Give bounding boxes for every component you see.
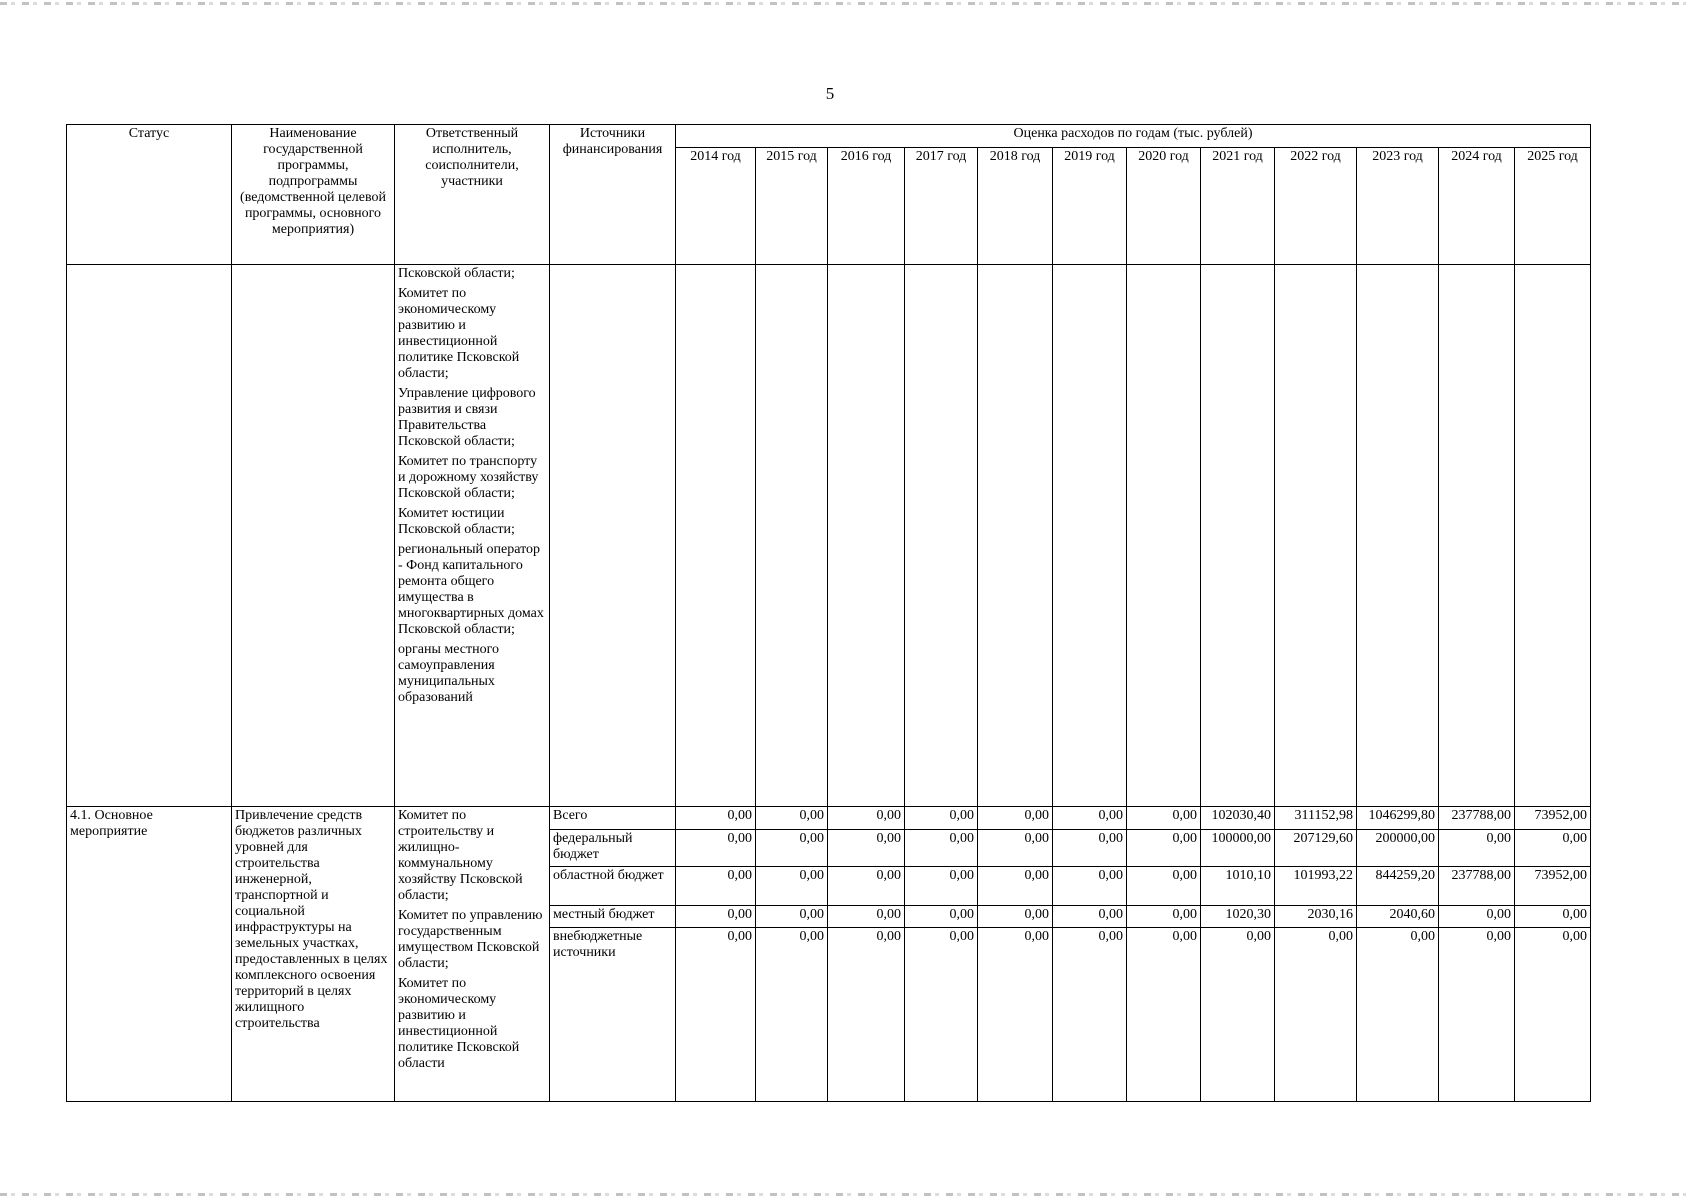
empty-cell <box>1127 265 1201 807</box>
value-cell: 0,00 <box>1127 928 1201 1102</box>
value-cell: 0,00 <box>1439 906 1515 928</box>
year-2020: 2020 год <box>1127 148 1201 265</box>
year-2018: 2018 год <box>978 148 1053 265</box>
value-cell: 0,00 <box>828 867 905 906</box>
value-cell: 0,00 <box>1357 928 1439 1102</box>
value-cell: 0,00 <box>1127 867 1201 906</box>
participant-entry: Комитет по управлению государственным имуществом Псковской области; <box>398 908 543 971</box>
value-cell: 100000,00 <box>1201 830 1275 867</box>
value-cell: 0,00 <box>676 807 756 830</box>
value-cell: 0,00 <box>978 906 1053 928</box>
participant-entry: Комитет по экономическому развитию и инвестиционной политике Псковской области <box>398 976 520 1071</box>
value-cell: 0,00 <box>1053 807 1127 830</box>
empty-cell <box>1053 265 1127 807</box>
empty-cell <box>905 265 978 807</box>
source-federal: федеральный бюджет <box>550 830 676 867</box>
value-cell: 0,00 <box>1053 906 1127 928</box>
empty-cell <box>1201 265 1275 807</box>
value-cell: 1020,30 <box>1201 906 1275 928</box>
empty-cell <box>1515 265 1591 807</box>
value-cell: 0,00 <box>905 807 978 830</box>
measure-status: 4.1. Основное мероприятие <box>67 807 232 1102</box>
value-cell: 311152,98 <box>1275 807 1357 830</box>
value-cell: 200000,00 <box>1357 830 1439 867</box>
empty-cell <box>1275 265 1357 807</box>
value-cell: 73952,00 <box>1515 807 1591 830</box>
participant-entry: Комитет по строительству и жилищно-коммунальному хозяйству Псковской области; <box>398 808 523 903</box>
year-2022: 2022 год <box>1275 148 1357 265</box>
header-status: Статус <box>67 125 232 265</box>
value-cell: 0,00 <box>1127 807 1201 830</box>
value-cell: 844259,20 <box>1357 867 1439 906</box>
value-cell: 101993,22 <box>1275 867 1357 906</box>
participant-entry: региональный оператор - Фонд капитального ремонта общего имущества в многоквартирных домах Псковской области; <box>398 542 544 637</box>
participant-entry: Комитет по транспорту и дорожному хозяйству Псковской области; <box>398 454 539 501</box>
cont-participants-cell <box>395 265 550 807</box>
value-cell: 0,00 <box>676 830 756 867</box>
value-cell: 0,00 <box>676 867 756 906</box>
year-2025: 2025 год <box>1515 148 1591 265</box>
value-cell: 0,00 <box>756 928 828 1102</box>
value-cell: 0,00 <box>1275 928 1357 1102</box>
value-cell: 0,00 <box>1439 830 1515 867</box>
value-cell: 237788,00 <box>1439 807 1515 830</box>
year-2015: 2015 год <box>756 148 828 265</box>
empty-cell <box>1357 265 1439 807</box>
header-program-name: Наименование государственной программы, подпрограммы (ведомственной целевой программы, основного мероприятия) <box>232 125 395 265</box>
value-cell: 0,00 <box>756 867 828 906</box>
value-cell: 0,00 <box>756 906 828 928</box>
page-number: 5 <box>825 84 835 103</box>
value-cell: 0,00 <box>676 906 756 928</box>
header-cost-estimate: Оценка расходов по годам (тыс. рублей) <box>676 125 1591 148</box>
header-funding-sources: Источники финансирования <box>550 125 676 265</box>
year-2019: 2019 год <box>1053 148 1127 265</box>
value-cell: 0,00 <box>978 867 1053 906</box>
scan-edge-top <box>0 2 1686 5</box>
value-cell: 1046299,80 <box>1357 807 1439 830</box>
value-cell: 0,00 <box>828 807 905 830</box>
budget-table <box>66 124 1591 1102</box>
value-cell: 2040,60 <box>1357 906 1439 928</box>
value-cell: 0,00 <box>905 830 978 867</box>
value-cell: 0,00 <box>1515 906 1591 928</box>
scan-edge-bottom <box>0 1193 1686 1196</box>
empty-cell <box>756 265 828 807</box>
value-cell: 1010,10 <box>1201 867 1275 906</box>
header-responsible: Ответственный исполнитель, соисполнители, участники <box>395 125 550 265</box>
value-cell: 0,00 <box>676 928 756 1102</box>
value-cell: 0,00 <box>1127 830 1201 867</box>
empty-cell <box>978 265 1053 807</box>
cont-status-cell <box>67 265 232 807</box>
empty-cell <box>1439 265 1515 807</box>
value-cell: 102030,40 <box>1201 807 1275 830</box>
value-cell: 0,00 <box>1515 928 1591 1102</box>
value-cell: 0,00 <box>1053 928 1127 1102</box>
table-body <box>67 125 1591 1102</box>
value-cell: 0,00 <box>1053 830 1127 867</box>
value-cell: 0,00 <box>1515 830 1591 867</box>
empty-cell <box>828 265 905 807</box>
source-local: местный бюджет <box>550 906 676 928</box>
value-cell: 0,00 <box>756 807 828 830</box>
participant-entry: Управление цифрового развития и связи Правительства Псковской области; <box>398 386 536 449</box>
participant-entry: органы местного самоуправления муниципальных образований <box>398 642 499 705</box>
value-cell: 2030,16 <box>1275 906 1357 928</box>
participant-entry: Псковской области; <box>398 266 515 281</box>
value-cell: 73952,00 <box>1515 867 1591 906</box>
year-2017: 2017 год <box>905 148 978 265</box>
value-cell: 0,00 <box>905 906 978 928</box>
value-cell: 0,00 <box>828 906 905 928</box>
row-total <box>67 807 1591 830</box>
value-cell: 0,00 <box>828 830 905 867</box>
year-2023: 2023 год <box>1357 148 1439 265</box>
participant-entry: Комитет по экономическому развитию и инвестиционной политике Псковской области; <box>398 286 520 381</box>
measure-name: Привлечение средств бюджетов различных уровней для строительства инженерной, транспортной и социальной инфраструктуры на земельных участках, предоставленных в целях комплексного освоения территорий в целях жилищного строительства <box>232 807 395 1102</box>
value-cell: 0,00 <box>756 830 828 867</box>
value-cell: 0,00 <box>905 867 978 906</box>
value-cell: 0,00 <box>1439 928 1515 1102</box>
measure-participants <box>395 807 550 1102</box>
value-cell: 0,00 <box>978 830 1053 867</box>
value-cell: 0,00 <box>978 928 1053 1102</box>
value-cell: 0,00 <box>828 928 905 1102</box>
participant-entry: Комитет юстиции Псковской области; <box>398 506 515 537</box>
source-extrabudgetary: внебюджетные источники <box>550 928 676 1102</box>
year-2021: 2021 год <box>1201 148 1275 265</box>
year-2014: 2014 год <box>676 148 756 265</box>
empty-cell <box>550 265 676 807</box>
value-cell: 0,00 <box>1053 867 1127 906</box>
value-cell: 0,00 <box>905 928 978 1102</box>
source-total: Всего <box>550 807 676 830</box>
value-cell: 207129,60 <box>1275 830 1357 867</box>
source-regional: областной бюджет <box>550 867 676 906</box>
year-2016: 2016 год <box>828 148 905 265</box>
header-row-1 <box>67 125 1591 148</box>
year-2024: 2024 год <box>1439 148 1515 265</box>
cont-name-cell <box>232 265 395 807</box>
value-cell: 0,00 <box>1201 928 1275 1102</box>
value-cell: 237788,00 <box>1439 867 1515 906</box>
empty-cell <box>676 265 756 807</box>
value-cell: 0,00 <box>978 807 1053 830</box>
value-cell: 0,00 <box>1127 906 1201 928</box>
continuation-row <box>67 265 1591 807</box>
